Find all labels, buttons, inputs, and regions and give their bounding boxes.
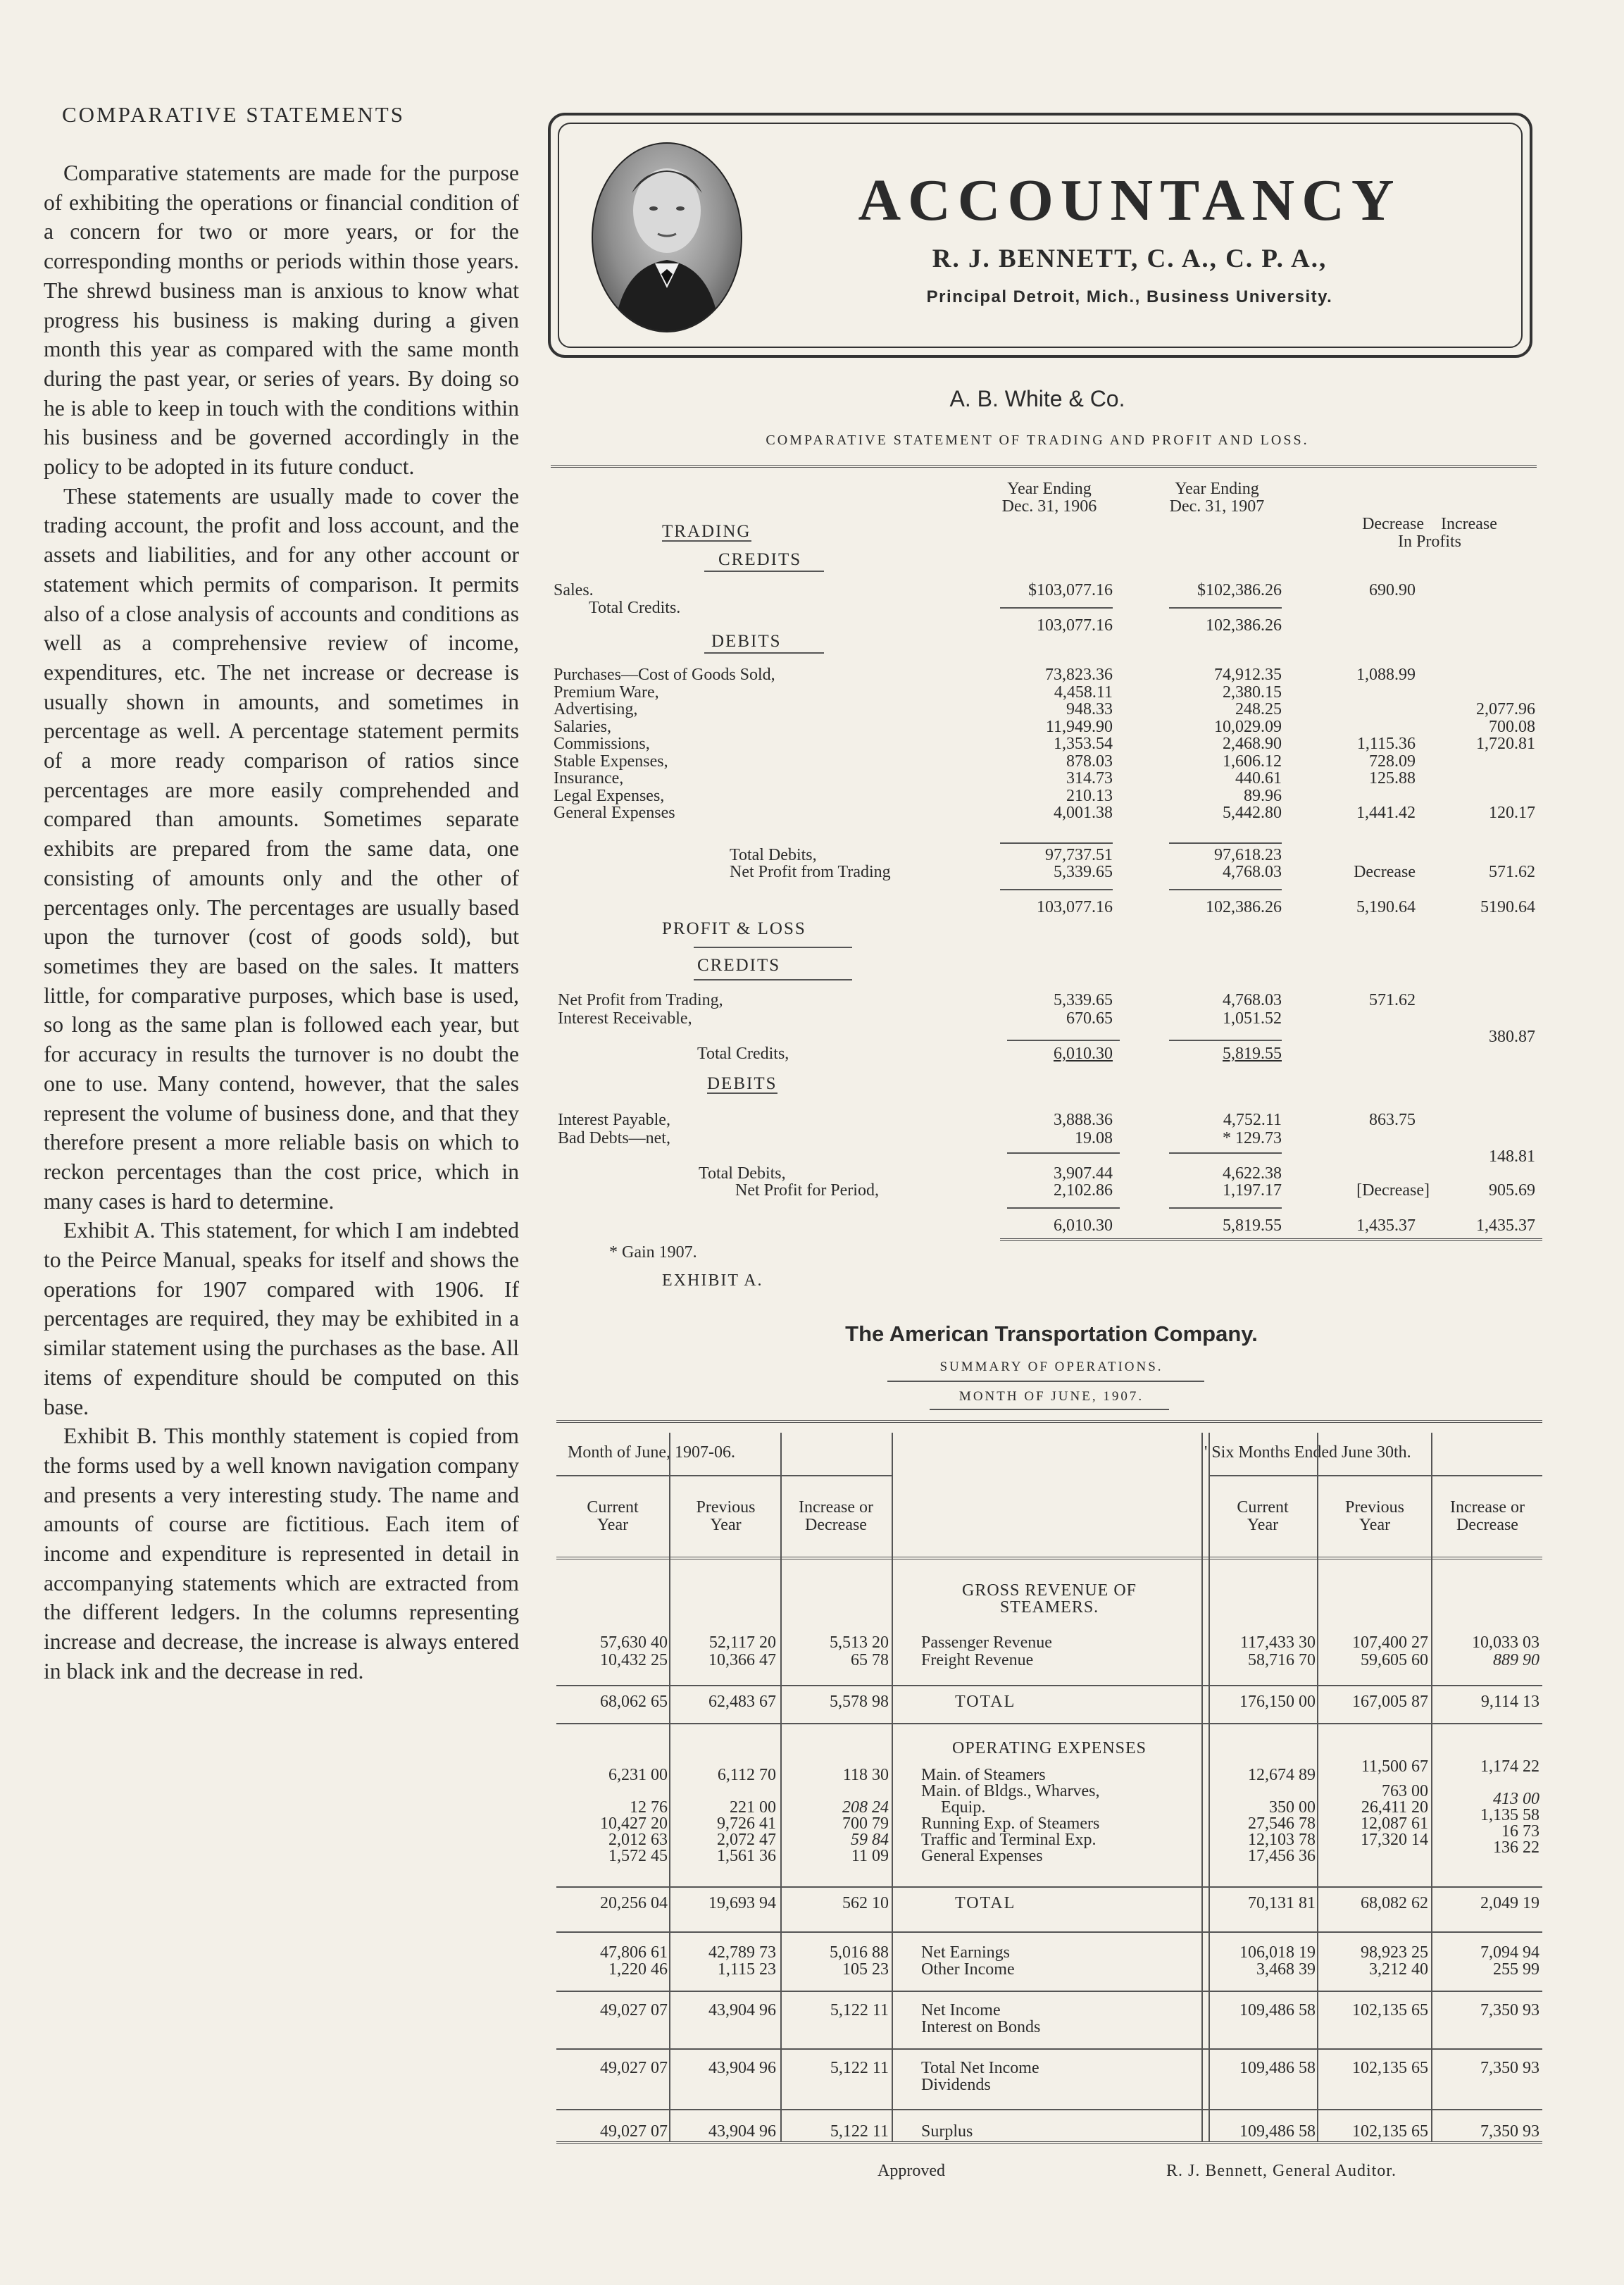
pl-total-debits-1906: 3,907.44 bbox=[1054, 1164, 1113, 1183]
row-s-cur: 12,674 89 bbox=[1248, 1766, 1316, 1784]
row-m-chg: 208 24 bbox=[842, 1798, 889, 1817]
column-header-line: Year bbox=[1358, 1516, 1391, 1534]
total-credits-1906: 103,077.16 bbox=[1037, 616, 1113, 635]
net-profit-trading-1906: 5,339.65 bbox=[1054, 863, 1113, 881]
rule bbox=[556, 2141, 1542, 2144]
rule bbox=[704, 571, 824, 572]
rule bbox=[892, 1433, 893, 2141]
row-m-prev: 43,904 96 bbox=[708, 2059, 776, 2077]
total-s-prev: 167,005 87 bbox=[1352, 1693, 1428, 1711]
pl-total-credits-1906: 6,010.30 bbox=[1054, 1045, 1113, 1063]
rule bbox=[1000, 889, 1113, 890]
total-s-chg: 9,114 13 bbox=[1480, 1693, 1539, 1711]
row-s-chg: 413 00 bbox=[1493, 1790, 1539, 1808]
column-header-line: Increase or bbox=[799, 1498, 873, 1517]
column-header-line: Year bbox=[710, 1516, 742, 1534]
rule bbox=[1169, 1207, 1282, 1209]
approved-label: Approved bbox=[877, 2162, 945, 2180]
row-m-cur: 49,027 07 bbox=[600, 2001, 668, 2019]
pl-credit-label: Interest Receivable, bbox=[558, 1009, 692, 1028]
profit-loss-heading: PROFIT & LOSS bbox=[662, 919, 806, 938]
net-profit-period-1906: 2,102.86 bbox=[1054, 1181, 1113, 1200]
row-s-chg: 889 90 bbox=[1493, 1650, 1539, 1669]
rule bbox=[694, 979, 852, 980]
row-label: Freight Revenue bbox=[921, 1650, 1034, 1669]
row-m-cur: 1,572 45 bbox=[608, 1847, 668, 1865]
debit-1906: 948.33 bbox=[1066, 700, 1113, 718]
row-label: General Expenses bbox=[921, 1847, 1043, 1865]
pl-debit-label: Interest Payable, bbox=[558, 1111, 670, 1129]
row-m-chg: 118 30 bbox=[842, 1766, 889, 1784]
pl-total-1906: 6,010.30 bbox=[1054, 1216, 1113, 1235]
net-profit-trading-decrease: Decrease bbox=[1354, 863, 1416, 881]
column-header bbox=[1432, 1499, 1542, 1534]
debit-label: Salaries, bbox=[554, 717, 611, 736]
row-m-prev: 1,561 36 bbox=[717, 1847, 776, 1865]
trading-total-1906: 103,077.16 bbox=[1037, 898, 1113, 916]
header-banner bbox=[548, 113, 1532, 358]
six-months-header: ' Six Months Ended June 30th. bbox=[1204, 1443, 1411, 1462]
exhibit-a-subtitle: COMPARATIVE STATEMENT OF TRADING AND PROFIT AND LOSS. bbox=[766, 432, 1309, 448]
row-label: Dividends bbox=[921, 2076, 991, 2094]
row-s-cur: 106,018 19 bbox=[1239, 1943, 1316, 1962]
net-profit-period-1907: 1,197.17 bbox=[1223, 1181, 1282, 1200]
trading-total-1907: 102,386.26 bbox=[1206, 898, 1282, 916]
pl-total-credits-1907: 5,819.55 bbox=[1223, 1045, 1282, 1063]
column-header-line: Previous bbox=[696, 1498, 756, 1517]
column-header-line: Previous bbox=[1345, 1498, 1404, 1517]
exhibit-b-subtitle-2: MONTH OF JUNE, 1907. bbox=[958, 1389, 1144, 1404]
rule bbox=[887, 1381, 1204, 1382]
rule bbox=[1208, 1475, 1542, 1476]
row-m-cur: 57,630 40 bbox=[600, 1633, 668, 1652]
pl-credit-1906: 5,339.65 bbox=[1054, 991, 1113, 1009]
row-label: Passenger Revenue bbox=[921, 1633, 1052, 1652]
debit-1907: 2,380.15 bbox=[1223, 683, 1282, 702]
row-label: Running Exp. of Steamers bbox=[921, 1814, 1100, 1833]
debit-label: Commissions, bbox=[554, 735, 650, 753]
section-heading: STEAMERS. bbox=[999, 1598, 1099, 1617]
column-header-line: Increase or bbox=[1450, 1498, 1525, 1517]
debit-1907: 74,912.35 bbox=[1214, 666, 1282, 684]
rule bbox=[556, 1685, 1542, 1686]
row-m-chg: 5,016 88 bbox=[830, 1943, 889, 1962]
row-m-cur: 12 76 bbox=[630, 1798, 668, 1817]
row-s-prev: 98,923 25 bbox=[1361, 1943, 1428, 1962]
row-m-prev: 9,726 41 bbox=[717, 1814, 776, 1833]
row-s-chg: 7,350 93 bbox=[1480, 2001, 1539, 2019]
total-m-prev: 62,483 67 bbox=[708, 1693, 776, 1711]
banner-position: Principal Detroit, Mich., Business University. bbox=[926, 287, 1333, 306]
row-m-prev: 10,366 47 bbox=[708, 1650, 776, 1669]
pl-debit-1907: 4,752.11 bbox=[1223, 1111, 1282, 1129]
rule bbox=[704, 652, 824, 654]
total-s-chg: 2,049 19 bbox=[1480, 1894, 1539, 1912]
trading-total-decrease: 5,190.64 bbox=[1356, 898, 1416, 916]
row-m-prev: 43,904 96 bbox=[708, 2122, 776, 2141]
article-column bbox=[44, 102, 519, 1686]
debit-increase: 120.17 bbox=[1489, 804, 1535, 822]
pl-total-debits-label: Total Debits, bbox=[699, 1164, 786, 1183]
row-label: Main. of Bldgs., Wharves, bbox=[921, 1782, 1100, 1800]
rule bbox=[1169, 842, 1282, 844]
debit-label: Premium Ware, bbox=[554, 683, 659, 702]
net-profit-period-decrease: [Decrease] bbox=[1356, 1181, 1430, 1200]
pl-credits-heading: CREDITS bbox=[697, 956, 781, 975]
credits-heading: CREDITS bbox=[718, 550, 802, 569]
pl-total-increase: 1,435.37 bbox=[1476, 1216, 1535, 1235]
debit-1907: 10,029.09 bbox=[1214, 717, 1282, 736]
row-s-prev: 11,500 67 bbox=[1361, 1757, 1428, 1776]
banner-author: R. J. BENNETT, C. A., C. P. A., bbox=[932, 244, 1328, 273]
row-s-chg: 136 22 bbox=[1493, 1838, 1539, 1857]
banner-inner-border bbox=[558, 123, 1523, 348]
pl-debit-increase: 148.81 bbox=[1489, 1147, 1535, 1166]
debit-label: Purchases—Cost of Goods Sold, bbox=[554, 666, 775, 684]
row-s-cur: 350 00 bbox=[1269, 1798, 1316, 1817]
row-m-prev: 1,115 23 bbox=[717, 1960, 776, 1979]
rule bbox=[1431, 1433, 1432, 2141]
total-s-prev: 68,082 62 bbox=[1361, 1894, 1428, 1912]
debit-1906: 1,353.54 bbox=[1054, 735, 1113, 753]
rule bbox=[556, 1991, 1542, 1992]
row-s-cur: 58,716 70 bbox=[1248, 1650, 1316, 1669]
rule bbox=[930, 1409, 1169, 1410]
total-debits-label: Total Debits, bbox=[730, 846, 817, 864]
row-s-cur: 3,468 39 bbox=[1256, 1960, 1316, 1979]
row-label: Total Net Income bbox=[921, 2059, 1039, 2077]
row-m-chg: 11 09 bbox=[851, 1847, 889, 1865]
row-label: Traffic and Terminal Exp. bbox=[921, 1831, 1097, 1849]
row-m-cur: 49,027 07 bbox=[600, 2122, 668, 2141]
column-header-line: Current bbox=[587, 1498, 639, 1517]
debit-1907: 5,442.80 bbox=[1223, 804, 1282, 822]
row-m-chg: 5,122 11 bbox=[830, 2001, 889, 2019]
row-s-chg: 7,350 93 bbox=[1480, 2122, 1539, 2141]
row-m-prev: 43,904 96 bbox=[708, 2001, 776, 2019]
debit-1906: 4,001.38 bbox=[1054, 804, 1113, 822]
row-s-prev: 26,411 20 bbox=[1361, 1798, 1428, 1817]
row-m-cur: 10,432 25 bbox=[600, 1650, 668, 1669]
pl-credit-1907: 1,051.52 bbox=[1223, 1009, 1282, 1028]
pl-total-decrease: 1,435.37 bbox=[1356, 1216, 1416, 1235]
row-label: Equip. bbox=[941, 1798, 986, 1817]
rule bbox=[1169, 1152, 1282, 1154]
rule bbox=[556, 1420, 1542, 1423]
trading-total-increase: 5190.64 bbox=[1480, 898, 1535, 916]
row-s-chg: 1,135 58 bbox=[1480, 1806, 1539, 1824]
pl-debit-1906: 19.08 bbox=[1075, 1129, 1113, 1147]
debit-1907: 89.96 bbox=[1244, 786, 1282, 805]
article-paragraph: Exhibit A. This statement, for which I am indebted to the Peirce Manual, speaks for itself and shows the operations for 1907 compared with 1906. If percentages are required, they may be exhibited in a similar statement using the purchases as the base. All items of expenditure should be computed on this base. bbox=[44, 1218, 519, 1419]
total-m-cur: 68,062 65 bbox=[600, 1693, 668, 1711]
debit-1906: 4,458.11 bbox=[1054, 683, 1113, 702]
rule bbox=[1169, 1040, 1282, 1041]
row-s-prev: 102,135 65 bbox=[1352, 2122, 1428, 2141]
exhibit-b-subtitle-1: SUMMARY OF OPERATIONS. bbox=[939, 1359, 1163, 1374]
row-s-chg: 10,033 03 bbox=[1472, 1633, 1539, 1652]
footnote: * Gain 1907. bbox=[609, 1243, 697, 1262]
row-s-prev: 59,605 60 bbox=[1361, 1650, 1428, 1669]
banner-title: ACCOUNTANCY bbox=[858, 168, 1401, 233]
rule bbox=[556, 1557, 1542, 1559]
row-s-chg: 16 73 bbox=[1501, 1822, 1539, 1841]
rule bbox=[556, 1886, 1542, 1888]
row-label: Main. of Steamers bbox=[921, 1766, 1046, 1784]
column-header-line: Year bbox=[1247, 1516, 1279, 1534]
debit-1907: 440.61 bbox=[1235, 769, 1282, 787]
month-header: Month of June, 1907-06. bbox=[568, 1443, 735, 1462]
row-m-cur: 47,806 61 bbox=[600, 1943, 668, 1962]
row-s-prev: 107,400 27 bbox=[1352, 1633, 1428, 1652]
total-s-cur: 176,150 00 bbox=[1239, 1693, 1316, 1711]
article-paragraph: Comparative statements are made for the purpose of exhibiting the operations or financial condition of a concern for two or more years, or for the corresponding months or periods within those years. The shrewd business man is anxious to know what progress his business is making during a given month this year as compared with the same month during the past year, or series of years. By doing so he is able to keep in touch with the conditions within his business and be governed accordingly in the policy to be adopted in its future conduct. bbox=[44, 161, 519, 480]
total-m-chg: 5,578 98 bbox=[830, 1693, 889, 1711]
rule bbox=[694, 947, 852, 948]
row-s-cur: 27,546 78 bbox=[1248, 1814, 1316, 1833]
auditor-signature: R. J. Bennett, General Auditor. bbox=[1166, 2162, 1397, 2180]
sales-decrease: 690.90 bbox=[1369, 581, 1416, 599]
row-label: Other Income bbox=[921, 1960, 1015, 1979]
row-s-prev: 12,087 61 bbox=[1361, 1814, 1428, 1833]
debit-1906: 314.73 bbox=[1066, 769, 1113, 787]
row-s-cur: 17,456 36 bbox=[1248, 1847, 1316, 1865]
exhibit-a-company: A. B. White & Co. bbox=[949, 386, 1125, 411]
sales-1907: $102,386.26 bbox=[1197, 581, 1282, 599]
debit-increase: 1,720.81 bbox=[1476, 735, 1535, 753]
row-label: Net Earnings bbox=[921, 1943, 1010, 1962]
column-header-line: Decrease bbox=[1456, 1516, 1518, 1534]
rule bbox=[556, 1723, 1542, 1724]
pl-debit-1906: 3,888.36 bbox=[1054, 1111, 1113, 1129]
total-m-chg: 562 10 bbox=[842, 1894, 889, 1912]
pl-credit-decrease: 571.62 bbox=[1369, 991, 1416, 1009]
rule bbox=[1208, 1433, 1210, 2141]
pl-total-debits-1907: 4,622.38 bbox=[1223, 1164, 1282, 1183]
column-header bbox=[563, 1499, 662, 1534]
debit-1907: 248.25 bbox=[1235, 700, 1282, 718]
row-label: Surplus bbox=[921, 2122, 973, 2141]
row-label: Interest on Bonds bbox=[921, 2018, 1041, 2036]
pl-debit-1907: * 129.73 bbox=[1223, 1129, 1282, 1147]
net-profit-trading-1907: 4,768.03 bbox=[1223, 863, 1282, 881]
row-s-prev: 763 00 bbox=[1382, 1782, 1428, 1800]
total-m-prev: 19,693 94 bbox=[708, 1894, 776, 1912]
column-header-line: Year bbox=[596, 1516, 629, 1534]
sales-1906: $103,077.16 bbox=[1028, 581, 1113, 599]
debit-decrease: 1,441.42 bbox=[1356, 804, 1416, 822]
debit-label: General Expenses bbox=[554, 804, 675, 822]
rule bbox=[1169, 889, 1282, 890]
row-s-cur: 117,433 30 bbox=[1239, 1633, 1316, 1652]
rule bbox=[1007, 1207, 1120, 1209]
pl-credit-increase: 380.87 bbox=[1489, 1028, 1535, 1046]
total-debits-1906: 97,737.51 bbox=[1045, 846, 1113, 864]
sales-labels: Sales. Total Credits. bbox=[554, 581, 681, 617]
row-m-cur: 1,220 46 bbox=[608, 1960, 668, 1979]
article-paragraph: These statements are usually made to cover the trading account, the profit and loss account, and the assets and liabilities, and for any other account or statement which permits of comparison. It permits also of a close analysis of accounts and conditions as well as a comprehensive review of income, expenditures, etc. The net increase or decrease is usually shown in amounts, and sometimes in percentage as well. A percentage statement permits of a more ready comparison of ratios since percentages are more easily comprehended and compared than amounts. Sometimes separate exhibits are prepared from the same data, one consisting of amounts only and the other of percentages only. The percentages are usually based upon the turnover (cost of goods sold), but sometimes they are based on the sales. It matters little, for comparative purposes, which base is used, so long as the same plan is followed each year, but for accuracy in results the turnover is no doubt the one to use. Many contend, however, that the sales represent the volume of business done, and that they therefore present a more reliable basis on which to reckon percentages than the cost price, which in many cases is hard to determine. bbox=[44, 483, 519, 1214]
rule bbox=[1000, 1238, 1542, 1241]
pl-debit-label: Bad Debts—net, bbox=[558, 1129, 670, 1147]
rule bbox=[556, 2109, 1542, 2110]
pl-credit-label: Net Profit from Trading, bbox=[558, 991, 723, 1009]
pl-total-credits-label: Total Credits, bbox=[697, 1045, 789, 1063]
row-label: Net Income bbox=[921, 2001, 1001, 2019]
total-label: TOTAL bbox=[955, 1693, 1016, 1711]
rule bbox=[1201, 1433, 1203, 2141]
rule bbox=[1007, 1040, 1120, 1041]
debit-label: Stable Expenses, bbox=[554, 752, 668, 771]
pl-total-1907: 5,819.55 bbox=[1223, 1216, 1282, 1235]
column-header bbox=[783, 1499, 889, 1534]
rule bbox=[556, 1931, 1542, 1933]
row-s-chg: 7,350 93 bbox=[1480, 2059, 1539, 2077]
debit-1906: 73,823.36 bbox=[1045, 666, 1113, 684]
total-m-cur: 20,256 04 bbox=[600, 1894, 668, 1912]
row-m-chg: 5,122 11 bbox=[830, 2122, 889, 2141]
row-m-prev: 52,117 20 bbox=[708, 1633, 776, 1652]
total-credits-1907: 102,386.26 bbox=[1206, 616, 1282, 635]
row-m-cur: 6,231 00 bbox=[608, 1766, 668, 1784]
row-s-cur: 109,486 58 bbox=[1239, 2122, 1316, 2141]
rule bbox=[1007, 1152, 1120, 1154]
rule bbox=[551, 465, 1537, 468]
net-profit-trading-increase: 571.62 bbox=[1489, 863, 1535, 881]
pl-debit-decrease: 863.75 bbox=[1369, 1111, 1416, 1129]
debit-label: Insurance, bbox=[554, 769, 624, 787]
col-header-profits: Decrease Increase In Profits bbox=[1362, 515, 1497, 551]
row-m-cur: 2,012 63 bbox=[608, 1831, 668, 1849]
rule bbox=[1000, 607, 1113, 609]
rule bbox=[780, 1433, 782, 2141]
author-portrait bbox=[592, 142, 742, 332]
debit-1906: 11,949.90 bbox=[1045, 717, 1113, 736]
row-m-prev: 2,072 47 bbox=[717, 1831, 776, 1849]
row-s-prev: 102,135 65 bbox=[1352, 2001, 1428, 2019]
row-m-chg: 5,122 11 bbox=[830, 2059, 889, 2077]
row-s-cur: 109,486 58 bbox=[1239, 2059, 1316, 2077]
pl-credit-1906: 670.65 bbox=[1066, 1009, 1113, 1028]
debit-label: Legal Expenses, bbox=[554, 786, 665, 805]
row-s-chg: 255 99 bbox=[1493, 1960, 1539, 1979]
column-header-line: Current bbox=[1237, 1498, 1289, 1517]
col-header-1906: Year Ending Dec. 31, 1906 bbox=[1001, 480, 1097, 516]
article-paragraph: Exhibit B. This monthly statement is copied from the forms used by a well known navigation company and presents a very interesting study. The name and amounts of course are fictitious. Each item of income and expenditure is represented in detail in accompanying statements which are extracted from the different ledgers. In the columns representing increase and decrease, the increase is always entered in black ink and the decrease in red. bbox=[44, 1424, 519, 1683]
pl-credit-1907: 4,768.03 bbox=[1223, 991, 1282, 1009]
debit-decrease: 1,115.36 bbox=[1356, 735, 1416, 753]
debit-increase: 700.08 bbox=[1489, 717, 1535, 736]
pl-debits-heading: DEBITS bbox=[707, 1074, 777, 1093]
rule bbox=[669, 1433, 670, 2141]
total-label: TOTAL bbox=[955, 1894, 1016, 1912]
rule bbox=[1000, 842, 1113, 844]
debit-decrease: 728.09 bbox=[1369, 752, 1416, 771]
exhibit-a-label: EXHIBIT A. bbox=[662, 1271, 763, 1290]
col-header-1907: Year Ending Dec. 31, 1907 bbox=[1169, 480, 1265, 516]
row-m-cur: 49,027 07 bbox=[600, 2059, 668, 2077]
debit-label: Advertising, bbox=[554, 700, 638, 718]
debit-1907: 2,468.90 bbox=[1223, 735, 1282, 753]
rule bbox=[1169, 607, 1282, 609]
row-s-prev: 102,135 65 bbox=[1352, 2059, 1428, 2077]
exhibit-b-company: The American Transportation Company. bbox=[845, 1321, 1258, 1346]
row-s-prev: 3,212 40 bbox=[1369, 1960, 1428, 1979]
row-m-chg: 700 79 bbox=[842, 1814, 889, 1833]
row-s-cur: 109,486 58 bbox=[1239, 2001, 1316, 2019]
row-m-prev: 221 00 bbox=[730, 1798, 776, 1817]
net-profit-period-increase: 905.69 bbox=[1489, 1181, 1535, 1200]
row-m-chg: 5,513 20 bbox=[830, 1633, 889, 1652]
debit-1906: 210.13 bbox=[1066, 786, 1113, 805]
trading-heading: TRADING bbox=[662, 522, 751, 541]
row-s-chg: 7,094 94 bbox=[1480, 1943, 1539, 1962]
row-s-chg: 1,174 22 bbox=[1480, 1757, 1539, 1776]
debit-1907: 1,606.12 bbox=[1223, 752, 1282, 771]
net-profit-trading-label: Net Profit from Trading bbox=[730, 863, 891, 881]
row-m-prev: 6,112 70 bbox=[717, 1766, 776, 1784]
column-header-line: Decrease bbox=[805, 1516, 867, 1534]
row-m-prev: 42,789 73 bbox=[708, 1943, 776, 1962]
row-m-chg: 59 84 bbox=[851, 1831, 889, 1849]
debit-decrease: 125.88 bbox=[1369, 769, 1416, 787]
section-heading: OPERATING EXPENSES bbox=[951, 1739, 1147, 1757]
debit-decrease: 1,088.99 bbox=[1356, 666, 1416, 684]
rule bbox=[556, 2048, 1542, 2050]
article-title: COMPARATIVE STATEMENTS bbox=[62, 102, 405, 127]
column-header bbox=[1320, 1499, 1430, 1534]
debits-heading: DEBITS bbox=[711, 632, 782, 651]
row-m-chg: 105 23 bbox=[842, 1960, 889, 1979]
net-profit-period-label: Net Profit for Period, bbox=[735, 1181, 879, 1200]
row-s-prev: 17,320 14 bbox=[1361, 1831, 1428, 1849]
row-m-cur: 10,427 20 bbox=[600, 1814, 668, 1833]
total-s-cur: 70,131 81 bbox=[1248, 1894, 1316, 1912]
column-header bbox=[675, 1499, 777, 1534]
debit-increase: 2,077.96 bbox=[1476, 700, 1535, 718]
column-header bbox=[1211, 1499, 1314, 1534]
rule bbox=[556, 1475, 892, 1476]
section-heading: GROSS REVENUE OF bbox=[961, 1581, 1137, 1600]
row-m-chg: 65 78 bbox=[851, 1650, 889, 1669]
debit-1906: 878.03 bbox=[1066, 752, 1113, 771]
row-s-cur: 12,103 78 bbox=[1248, 1831, 1316, 1849]
total-debits-1907: 97,618.23 bbox=[1214, 846, 1282, 864]
